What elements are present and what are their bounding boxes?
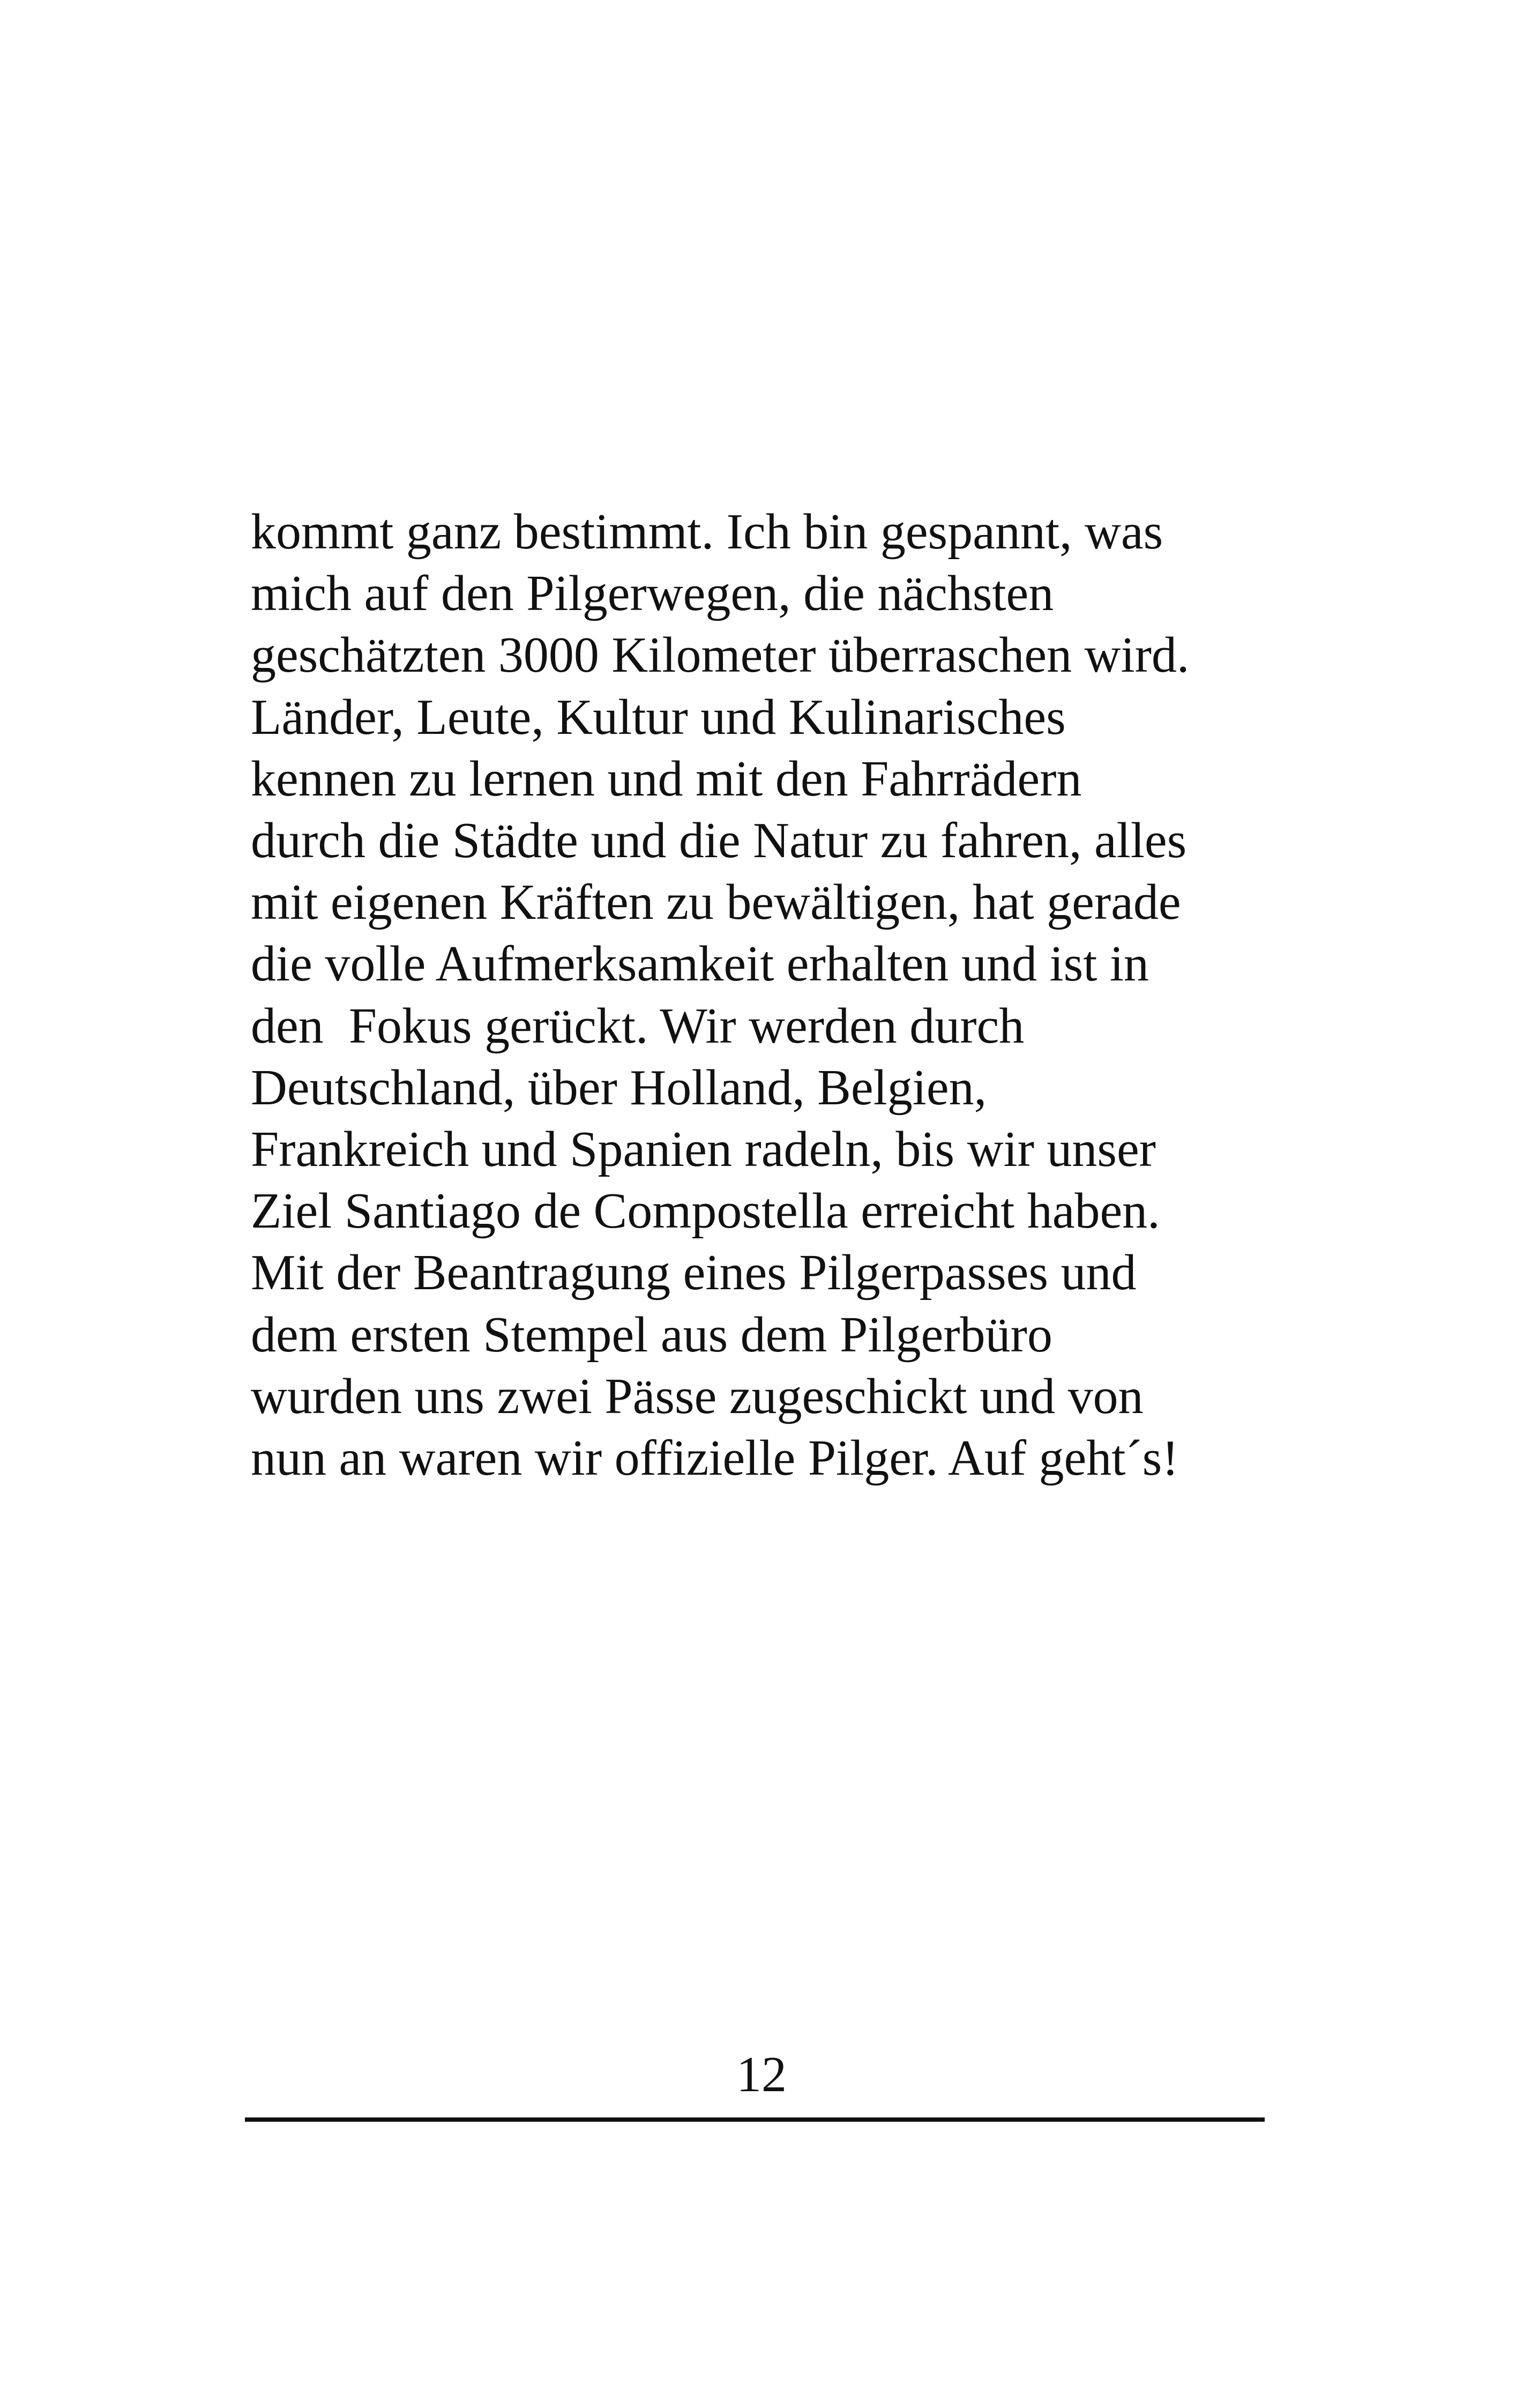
text-line: wurden uns zwei Pässe zugeschickt und von bbox=[251, 1368, 1144, 1424]
body-text bbox=[251, 501, 1323, 1489]
footer-rule bbox=[245, 2117, 1265, 2122]
text-line: durch die Städte und die Natur zu fahren, alles bbox=[251, 813, 1187, 869]
text-line: Länder, Leute, Kultur und Kulinarisches bbox=[251, 689, 1066, 745]
text-line: geschätzten 3000 Kilometer überraschen wird. bbox=[251, 627, 1190, 683]
text-line: Mit der Beantragung eines Pilgerpasses und bbox=[251, 1245, 1137, 1301]
text-line: nun an waren wir offizielle Pilger. Auf geht´s! bbox=[251, 1430, 1179, 1487]
text-line: den Fokus gerückt. Wir werden durch bbox=[251, 998, 1025, 1054]
text-line: mich auf den Pilgerwegen, die nächsten bbox=[251, 566, 1054, 622]
text-line: dem ersten Stempel aus dem Pilgerbüro bbox=[251, 1306, 1052, 1363]
text-line: Deutschland, über Holland, Belgien, bbox=[251, 1059, 987, 1116]
text-line: Ziel Santiago de Compostella erreicht haben. bbox=[251, 1183, 1160, 1239]
text-line: Frankreich und Spanien radeln, bis wir unser bbox=[251, 1121, 1156, 1178]
page-number: 12 bbox=[736, 2047, 787, 2102]
text-line: die volle Aufmerksamkeit erhalten und ist in bbox=[251, 936, 1149, 992]
text-line: kommt ganz bestimmt. Ich bin gespannt, was bbox=[251, 504, 1163, 560]
text-line: kennen zu lernen und mit den Fahrrädern bbox=[251, 750, 1082, 807]
text-line: mit eigenen Kräften zu bewältigen, hat gerade bbox=[251, 874, 1181, 931]
